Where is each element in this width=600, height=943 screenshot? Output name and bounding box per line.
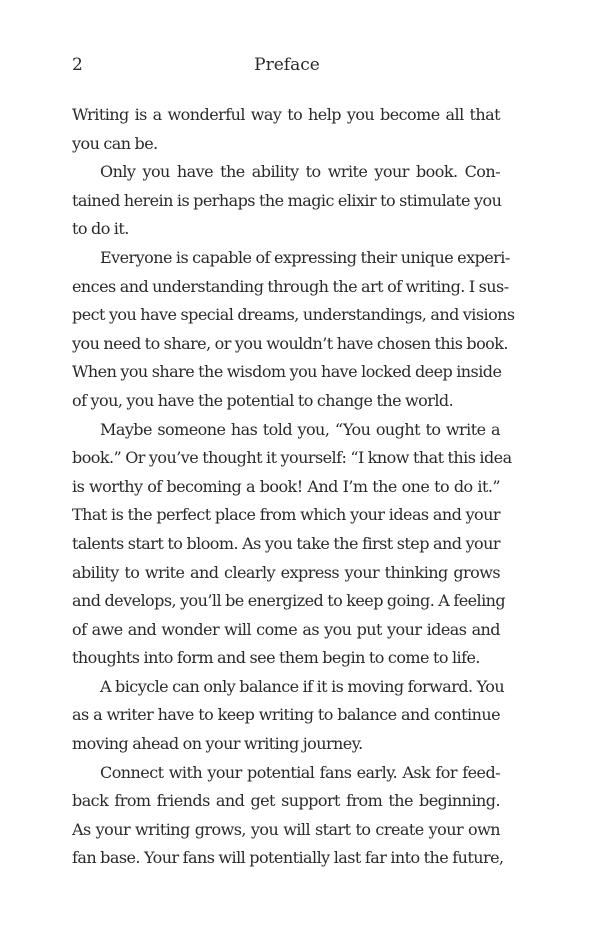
text-line: of you, you have the potential to change the world. [72,390,454,410]
text-line: to do it. [72,219,129,239]
page-header [72,55,502,79]
text-line: When you share the wisdom you have locked deep inside [72,362,502,382]
text-line: ences and understanding through the art of writing. I sus- [72,276,509,296]
text-line: book.” Or you’ve thought it yourself: “I know that this idea [72,448,512,468]
text-line: Only you have the ability to write your book. Con- [100,162,500,182]
body-text [72,101,515,873]
text-line: talents start to bloom. As you take the first step and your [72,533,500,553]
text-line: Maybe someone has told you, “You ought to write a [100,419,500,439]
text-line: As your writing grows, you will start to create your own [72,819,500,839]
text-line: and develops, you’ll be energized to keep going. A feeling [72,591,506,611]
text-line: is worthy of becoming a book! And I’m the one to do it.” [72,476,500,496]
text-line: Writing is a wonderful way to help you become all that [72,105,500,124]
text-line: Everyone is capable of expressing their unique experi- [100,247,510,267]
running-head: Preface [254,55,320,75]
text-line: pect you have special dreams, understandings, and visions [72,305,515,325]
text-line: of awe and wonder will come as you put your ideas and [72,619,500,639]
text-line: you can be. [72,133,158,153]
text-line: you need to share, or you wouldn’t have chosen this book. [72,333,508,353]
text-line: That is the perfect place from which your ideas and your [72,505,500,525]
page-number: 2 [72,55,83,75]
text-line: A bicycle can only balance if it is moving forward. You [100,676,505,696]
text-line: thoughts into form and see them begin to come to life. [72,648,480,668]
text-line: moving ahead on your writing journey. [72,734,363,754]
text-line: back from friends and get support from the beginning. [72,791,500,811]
text-line: as a writer have to keep writing to balance and continue [72,705,500,725]
text-line: Connect with your potential fans early. Ask for feed- [100,762,500,782]
text-line: ability to write and clearly express your thinking grows [72,562,500,582]
text-line: tained herein is perhaps the magic elixir to stimulate you [72,190,502,210]
text-line: fan base. Your fans will potentially last far into the future, [72,848,504,868]
